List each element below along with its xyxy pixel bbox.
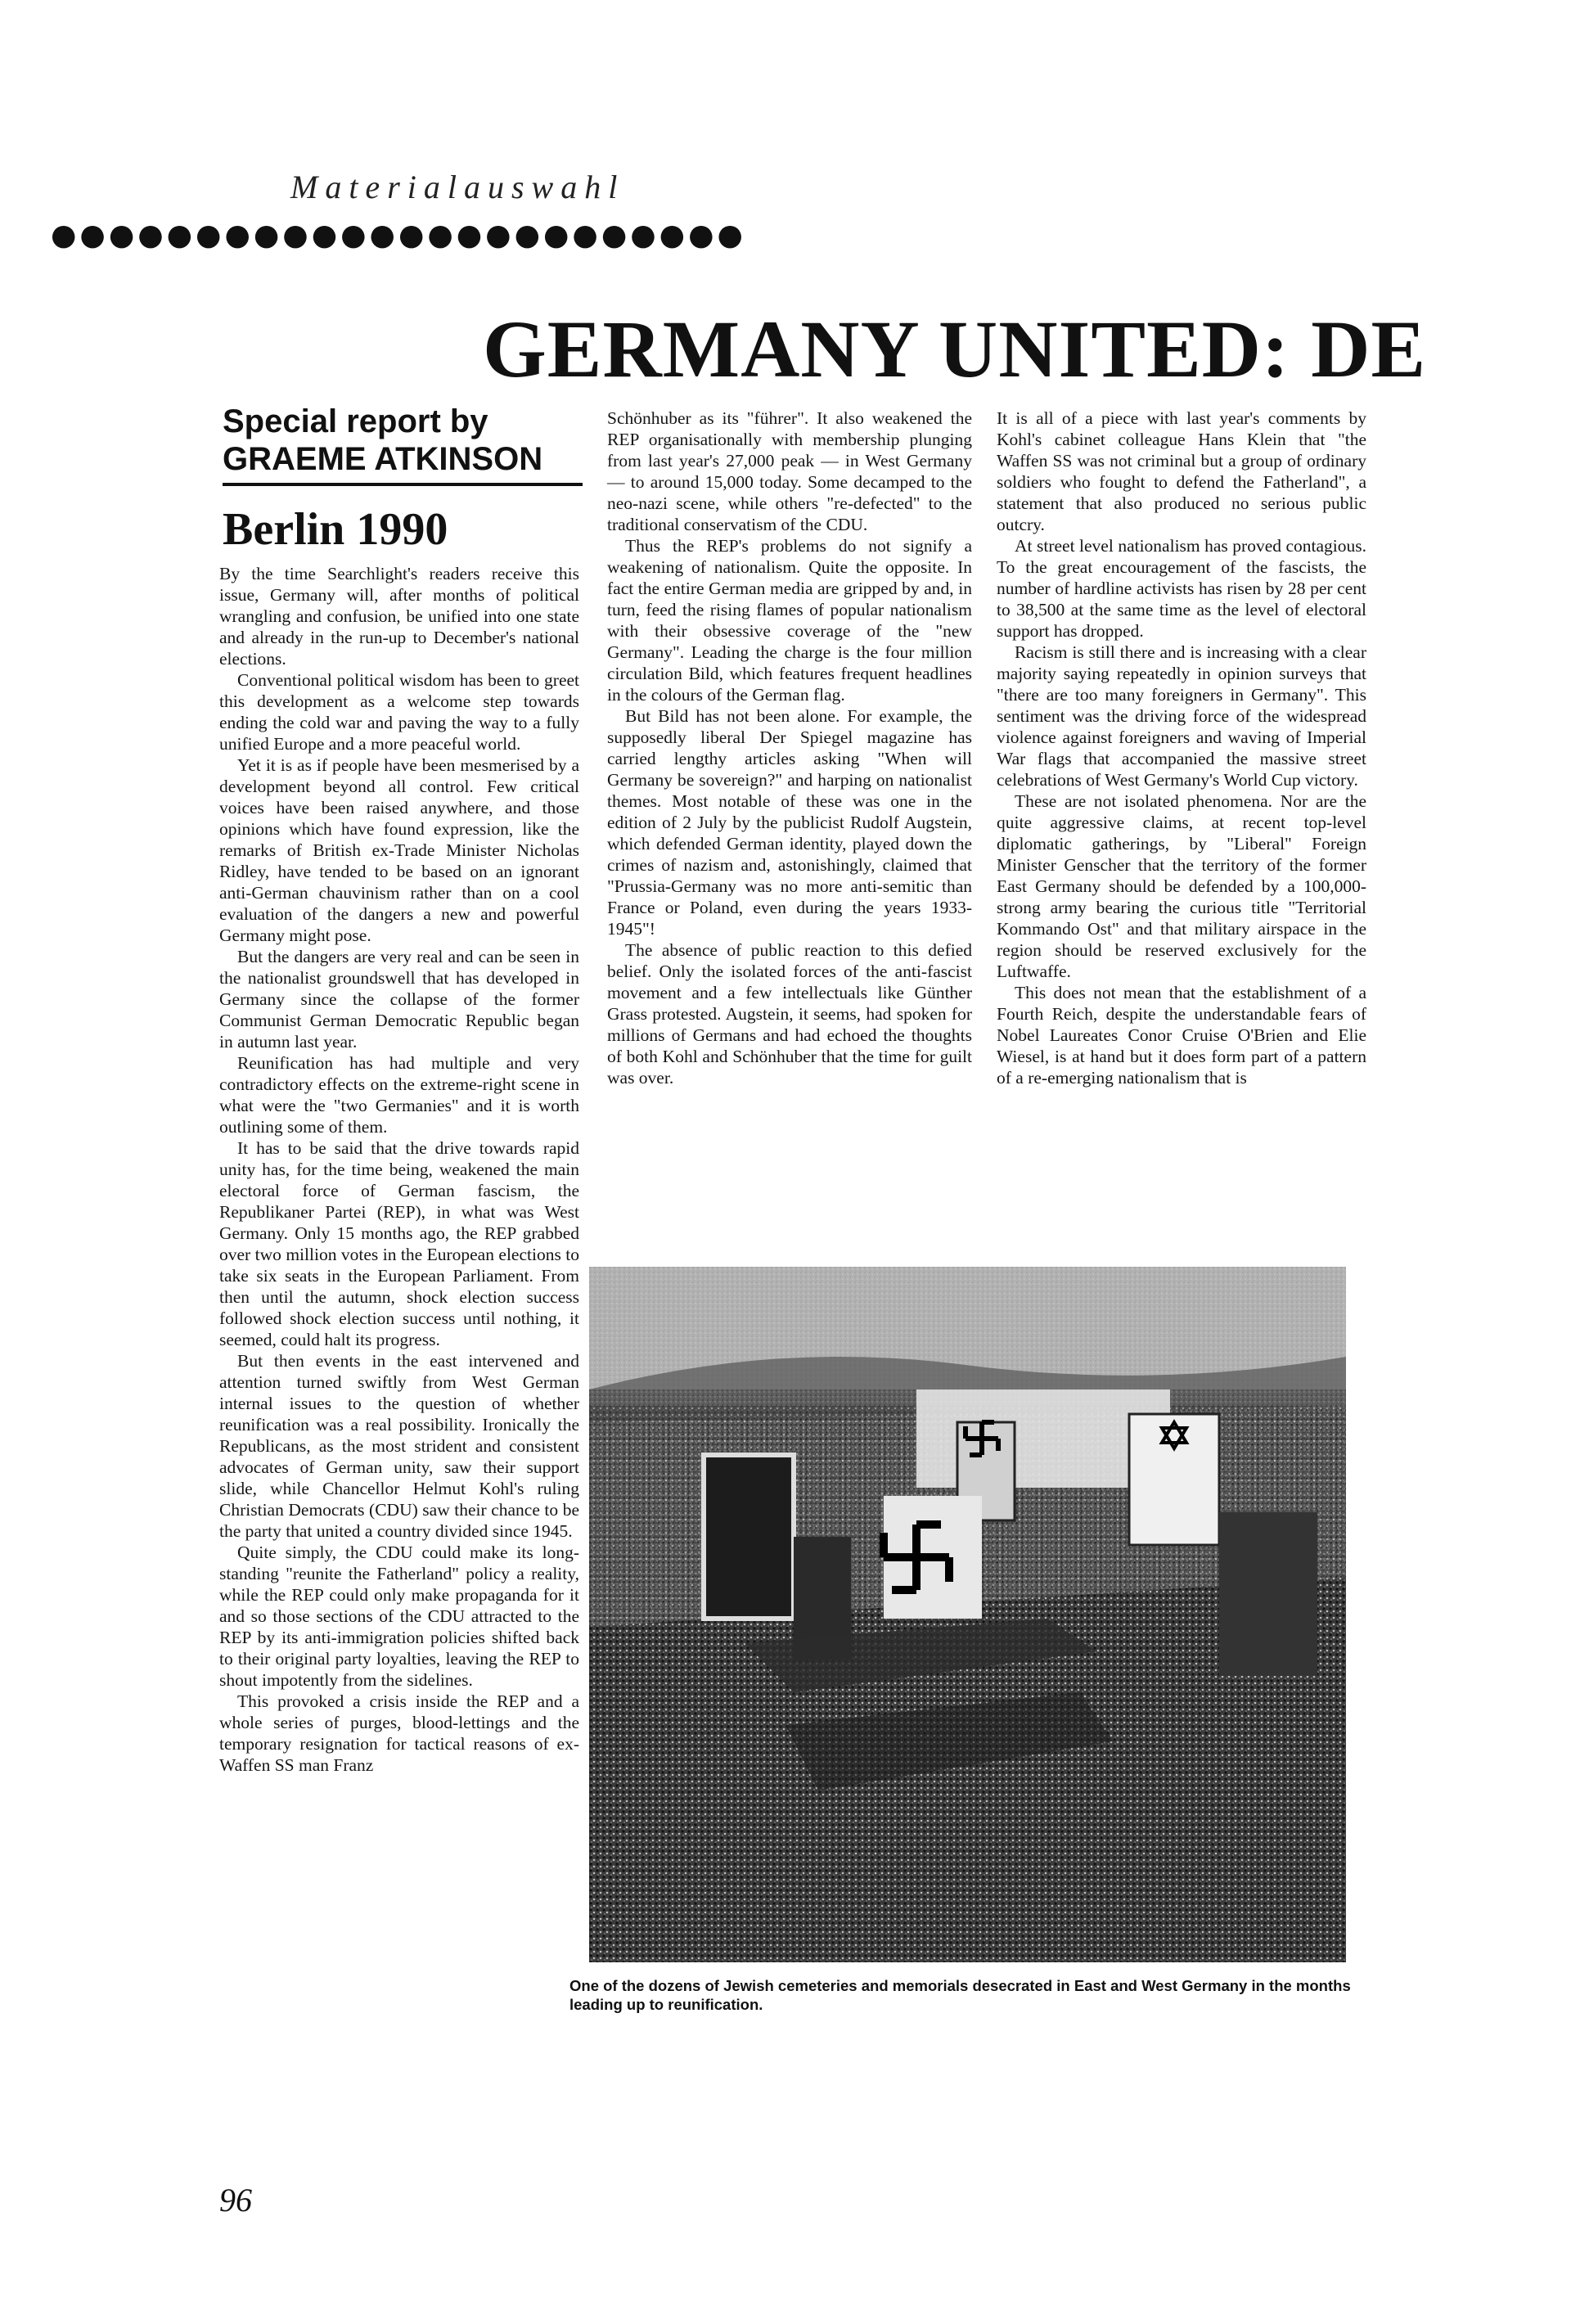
section-label: Materialauswahl — [290, 169, 625, 205]
page-number: 96 — [219, 2182, 252, 2218]
paragraph: By the time Searchlight's readers receive this issue, Germany will, after months of political wrangling and confusion, be unified into one state and already in the run-up to December's national elections. — [219, 564, 579, 669]
paragraph: Quite simply, the CDU could make its long-standing "reunite the Fatherland" policy a reality, while the REP could only make propaganda for it and so those sections of the CDU attracted to the REP by its anti-immigration policies shifted back to their original party loyalties, leaving the REP to shout impotently from the sidelines. — [219, 1543, 579, 1690]
article-column-2 — [607, 408, 972, 1088]
paragraph: It has to be said that the drive towards rapid unity has, for the time being, weakened the main electoral force of German fascism, the Republikaner Partei (REP), in what was West Germany. Only 15 months ago, the REP grabbed over two million votes in the European elections to take six seats in the European Parliament. From then until the autumn, shock election success followed shock election success until nothing, it seemed, could halt its progress. — [219, 1138, 579, 1349]
paragraph: But Bild has not been alone. For example, the supposedly liberal Der Spiegel magazine has carried lengthy articles asking "When will Germany be sovereign?" and harping on nationalist themes. Most notable of these was one in the edition of 2 July by the publicist Rudolf Augstein, which defended German identity, played down the crimes of nazism and, astonishingly, claimed that "Prussia-Germany was no more anti-semitic than France or Poland, even during the years 1933-1945"! — [607, 706, 972, 939]
paragraph: Conventional political wisdom has been to greet this development as a welcome step towards ending the cold war and paving the way to a fully unified Europe and a more peaceful world. — [219, 670, 579, 754]
paragraph: Schönhuber as its "führer". It also weakened the REP organisationally with membership plunging from last year's 27,000 peak — in West Germany — to around 15,000 today. Some decamped to the neo-nazi scene, while others "re-defected" to the traditional conservatism of the CDU. — [607, 408, 972, 534]
paragraph: Thus the REP's problems do not signify a weakening of nationalism. Quite the opposite. In fact the entire German media are gripped by and, in turn, feed the rising flames of popular nationalism with their obsessive coverage of the "new Germany". Leading the charge is the four million circulation Bild, which features frequent headlines in the colours of the German flag. — [607, 536, 972, 705]
paragraph: This does not mean that the establishment of a Fourth Reich, despite the understandable fears of Nobel Laureates Conor Cruise O'Brien and Elie Wiesel, is at hand but it does form part of a pattern of a re-emerging nationalism that is — [997, 983, 1366, 1088]
dot-rule: ●●●●●●●●●●●●●●●●●●●●●●●● — [51, 218, 746, 252]
paragraph: It is all of a piece with last year's comments by Kohl's cabinet colleague Hans Klein that "the Waffen SS was not criminal but a group of ordinary soldiers who fought to defend the Fatherland", a statement that also produced no serious public outcry. — [997, 408, 1366, 534]
paragraph: But the dangers are very real and can be seen in the nationalist groundswell that has developed in Germany since the collapse of the former Communist German Democratic Republic began in autumn last year. — [219, 947, 579, 1052]
paragraph: But then events in the east intervened and attention turned swiftly from West German internal issues to the question of whether reunification was a real possibility. Ironically the Republicans, as the most strident and consistent advocates of German unity, saw their support slide, while Chancellor Helmut Kohl's ruling Christian Democrats (CDU) saw their chance to be the party that united a country divided since 1945. — [219, 1351, 579, 1541]
cemetery-photo — [589, 1267, 1346, 1962]
article-column-3 — [997, 408, 1366, 1088]
dateline: Berlin 1990 — [223, 504, 448, 555]
article-column-1 — [219, 563, 579, 1776]
paragraph: The absence of public reaction to this defied belief. Only the isolated forces of the anti-fascist movement and a few intellectuals like Günther Grass protested. Augstein, it seems, had spoken for millions of Germans and had echoed the thoughts of both Kohl and Schönhuber that the time for guilt was over. — [607, 940, 972, 1088]
byline-prefix: Special report by — [223, 403, 488, 439]
paragraph: Racism is still there and is increasing with a clear majority saying repeatedly in opinion surveys that "there are too many foreigners in Germany". This sentiment was the driving force of the widespread violence against foreigners and waving of Imperial War flags that accompanied the massive street celebrations of West Germany's World Cup victory. — [997, 642, 1366, 790]
cemetery-photo-illustration — [589, 1267, 1346, 1962]
paragraph: These are not isolated phenomena. Nor are the quite aggressive claims, at recent top-level diplomatic gatherings, by "Liberal" Foreign Minister Genscher that the territory of the former East Germany should be defended by a 100,000-strong army bearing the curious title "Territorial Kommando Ost" and that military airspace in the region should be reserved exclusively for the Luftwaffe. — [997, 791, 1366, 981]
article-headline: GERMANY UNITED: DE — [483, 304, 1427, 394]
paragraph: This provoked a crisis inside the REP and a whole series of purges, blood-lettings and the temporary resignation for tactical reasons of ex-Waffen SS man Franz — [219, 1691, 579, 1775]
paragraph: At street level nationalism has proved contagious. To the great encouragement of the fascists, the number of hardline activists has risen by 28 per cent to 38,500 at the same time as the level of electoral support has dropped. — [997, 536, 1366, 641]
photo-caption: One of the dozens of Jewish cemeteries and memorials desecrated in East and West Germany in the months leading up to reunification. — [569, 1977, 1351, 2013]
byline-author: GRAEME ATKINSON — [223, 440, 583, 486]
byline — [223, 403, 583, 486]
paragraph: Yet it is as if people have been mesmerised by a development beyond all control. Few critical voices have been raised anywhere, and those opinions which have found expression, like the remarks of British ex-Trade Minister Nicholas Ridley, have tended to be based on an ignorant anti-German chauvinism rather than on a cool evaluation of the dangers a new and powerful Germany might pose. — [219, 755, 579, 945]
paragraph: Reunification has had multiple and very contradictory effects on the extreme-right scene in what were the "two Germanies" and it is worth outlining some of them. — [219, 1053, 579, 1137]
